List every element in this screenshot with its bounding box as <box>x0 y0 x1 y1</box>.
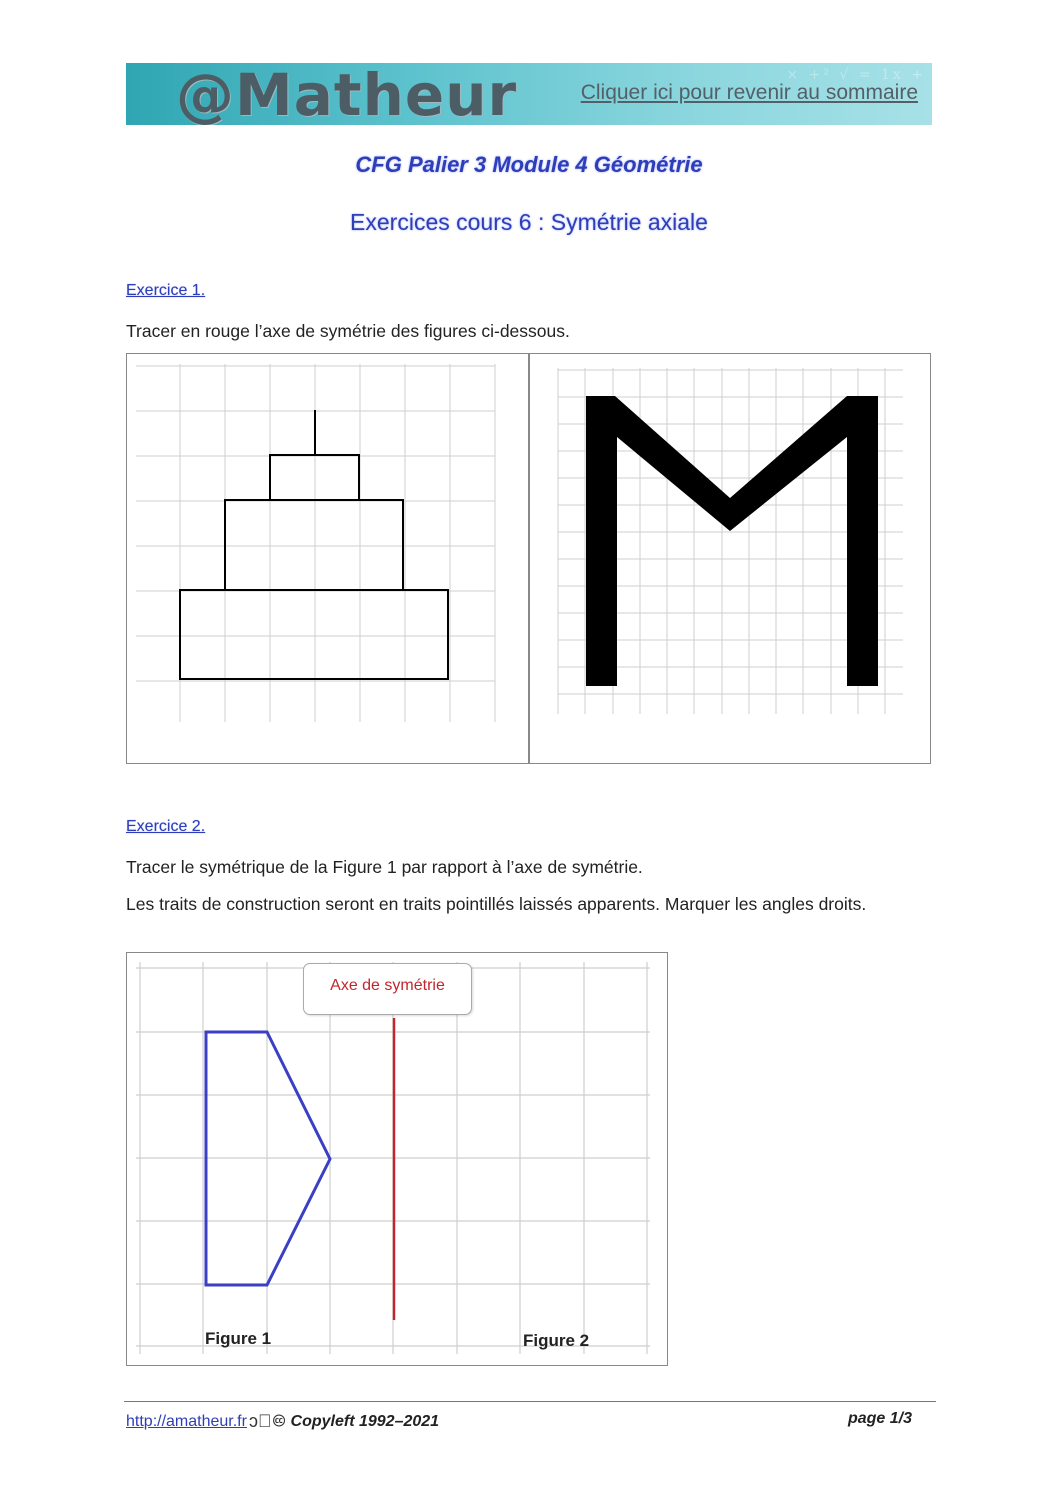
creative-commons-icon: 🅭 <box>273 1411 285 1431</box>
footer <box>126 1410 932 1436</box>
page-number: page 1/3 <box>847 1410 912 1427</box>
middle-rectangle <box>225 500 403 590</box>
page-subtitle: Exercices cours 6 : Symétrie axiale <box>350 209 708 235</box>
banner-decoration: × +² √ = 1x + <box>786 67 926 83</box>
copyleft-text: Copyleft 1992–2021 <box>290 1413 440 1430</box>
letter-m-shape <box>586 396 878 686</box>
exercise2-heading: Exercice 2. <box>126 818 206 835</box>
letter-m-figure <box>531 358 929 762</box>
footer-divider <box>124 1401 936 1402</box>
axis-label: Axe de symétrie <box>330 977 445 994</box>
figure1-label: Figure 1 <box>205 1329 272 1348</box>
pagoda-figure <box>130 358 526 762</box>
exercise2-instruction2: Les traits de construction seront en traits pointillés laissés apparents. Marquer les angles droits. <box>126 894 867 914</box>
exercise1-divider <box>528 353 530 764</box>
figure2-label: Figure 2 <box>523 1331 590 1350</box>
bottom-rectangle <box>180 590 448 679</box>
page-title: CFG Palier 3 Module 4 Géométrie <box>355 152 703 177</box>
site-logo: @Matheur <box>176 63 518 125</box>
exercise2-instruction1: Tracer le symétrique de la Figure 1 par rapport à l’axe de symétrie. <box>126 857 643 877</box>
symmetry-figure <box>128 954 666 1364</box>
header-banner <box>126 63 932 125</box>
site-url-link[interactable]: http://amatheur.fr <box>126 1413 247 1430</box>
summary-link[interactable]: Cliquer ici pour revenir au sommaire <box>580 81 918 104</box>
exercise1-instruction: Tracer en rouge l’axe de symétrie des figures ci-dessous. <box>126 321 570 341</box>
exercise1-heading: Exercice 1. <box>126 282 206 299</box>
copyleft-icon: ↄ⃝ <box>248 1411 272 1431</box>
axis-label-callout <box>303 963 472 1015</box>
